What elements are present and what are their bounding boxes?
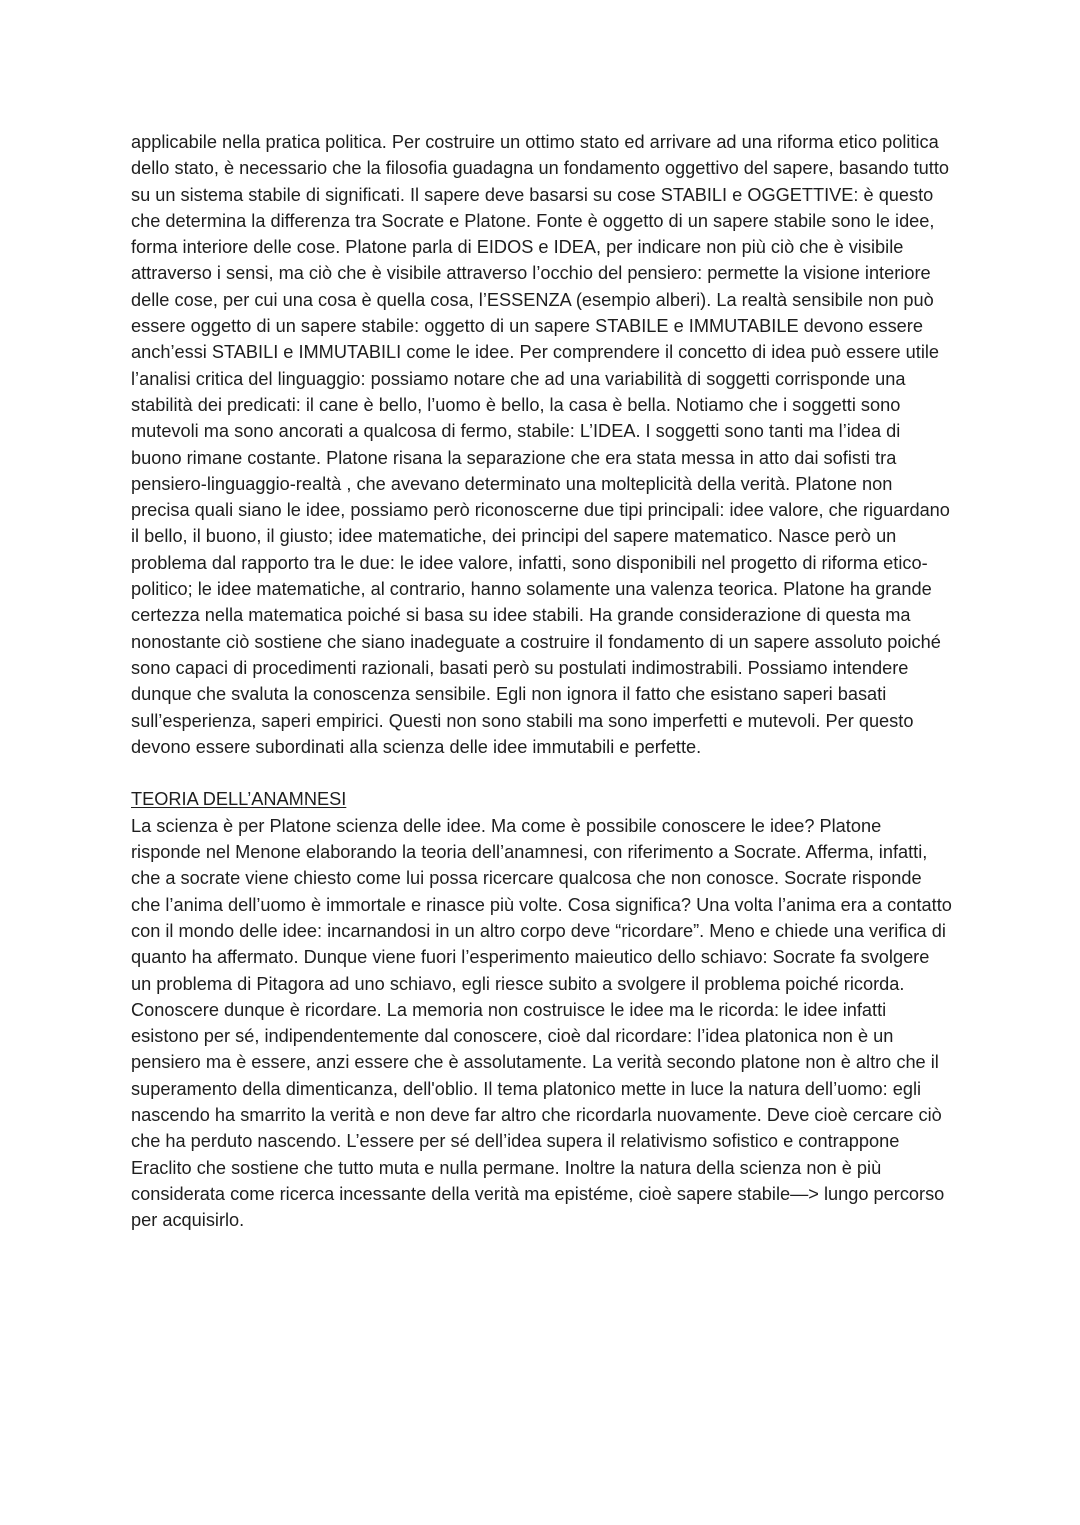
section-heading: TEORIA DELL’ANAMNESI (131, 789, 347, 810)
body-paragraph: applicabile nella pratica politica. Per costruire un ottimo stato ed arrivare ad una riforma etico politica dello stato, è necessario che la filosofia guadagna un fondamento oggettivo del sapere, basando tutto su un sistema stabile di significati. Il sapere deve basarsi su cose STABILI e OGGETTIVE: è questo che determina la differenza tra Socrate e Platone. Fonte è oggetto di un sapere stabile sono le idee, forma interiore delle cose. Platone parla di EIDOS e IDEA, per indicare non più ciò che è visibile attraverso i sensi, ma ciò che è visibile attraverso l’occhio del pensiero: permette la visione interiore delle cose, per cui una cosa è quella cosa, l’ESSENZA (esempio alberi). La realtà sensibile non può essere oggetto di un sapere stabile: oggetto di un sapere STABILE e IMMUTABILE devono essere anch’essi STABILI e IMMUTABILI come le idee. Per comprendere il concetto di idea può essere utile l’analisi critica del linguaggio: possiamo notare che ad una variabilità di soggetti corrisponde una stabilità dei predicati: il cane è bello, l’uomo è bello, la casa è bella. Notiamo che i soggetti sono mutevoli ma sono ancorati a qualcosa di fermo, stabile: L’IDEA. I soggetti sono tanti ma l’idea di buono rimane costante. Platone risana la separazione che era stata messa in atto dai sofisti tra pensiero-linguaggio-realtà , che avevano determinato una molteplicità della verità. Platone non precisa quali siano le idee, possiamo però riconoscerne due tipi principali: idee valore, che riguardano il bello, il buono, il giusto; idee matematiche, dei principi del sapere matematico. Nasce però un problema dal rapporto tra le due: le idee valore, infatti, sono disponibili nel progetto di riforma etico-politico; le idee matematiche, al contrario, hanno solamente una valenza teorica. Platone ha grande certezza nella matematica poiché si basa su idee stabili. Ha grande considerazione di questa ma nonostante ciò sostiene che siano inadeguate a costruire il fondamento di un sapere assoluto poiché sono capaci di procedimenti razionali, basati però su postulati indimostrabili. Possiamo intendere dunque che svaluta la conoscenza sensibile. Egli non ignora il fatto che esistano saperi basati sull’esperienza, saperi empirici. Questi non sono stabili ma sono imperfetti e mutevoli. Per questo devono essere subordinati alla scienza delle idee immutabili e perfette. (131, 132, 950, 757)
body-paragraph: La scienza è per Platone scienza delle idee. Ma come è possibile conoscere le idee? Platone risponde nel Menone elaborando la teoria dell’anamnesi, con riferimento a Socrate. Afferma, infatti, che a socrate viene chiesto come lui possa ricercare qualcosa che non conosce. Socrate risponde che l’anima dell’uomo è immortale e rinasce più volte. Cosa significa? Una volta l’anima era a contatto con il mondo delle idee: incarnandosi in un altro corpo deve “ricordare”. Meno e chiede una verifica di quanto ha affermato. Dunque viene fuori l’esperimento maieutico dello schiavo: Socrate fa svolgere un problema di Pitagora ad uno schiavo, egli riesce subito a svolgere il problema poiché ricorda. Conoscere dunque è ricordare. La memoria non costruisce le idee ma le ricorda: le idee infatti esistono per sé, indipendentemente dal conoscere, cioè dal ricordare: l’idea platonica non è un pensiero ma è essere, anzi essere che è assolutamente. La verità secondo platone non è altro che il superamento della dimenticanza, dell'oblio. Il tema platonico mette in luce la natura dell’uomo: egli nascendo ha smarrito la verità e non deve far altro che ricordarla nuovamente. Deve cioè cercare ciò che ha perduto nascendo. L’essere per sé dell’idea supera il relativismo sofistico e contrappone Eraclito che sostiene che tutto muta e nulla permane. Inoltre la natura della scienza non è più considerata come ricerca incessante della verità ma epistéme, cioè sapere stabile—> lungo percorso per acquisirlo. (131, 815, 952, 1231)
paragraph-spacer (131, 760, 953, 786)
document-page (131, 129, 953, 1233)
